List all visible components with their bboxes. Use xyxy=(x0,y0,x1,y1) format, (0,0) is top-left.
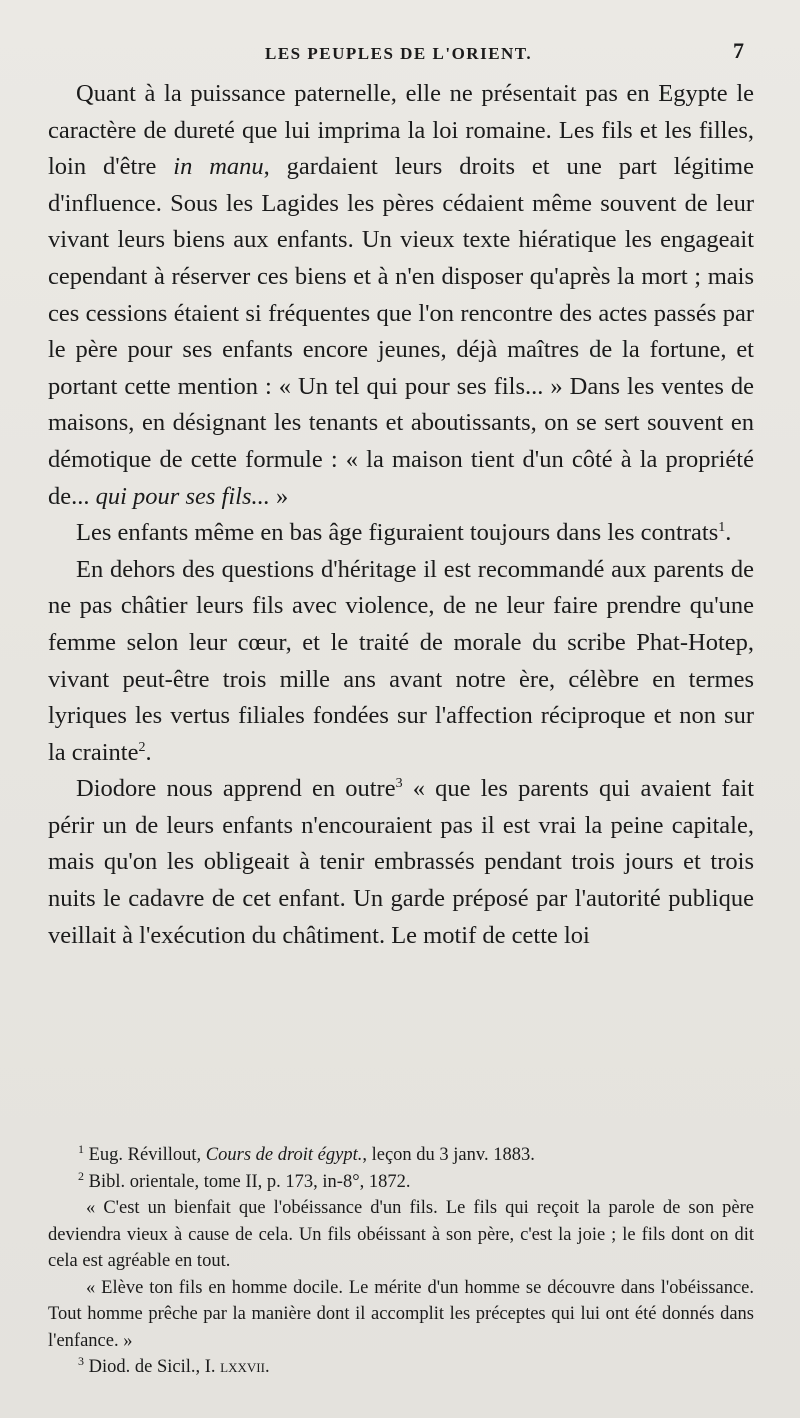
page-number: 7 xyxy=(733,38,744,63)
paragraph-contracts xyxy=(48,515,754,552)
footnotes xyxy=(48,1142,754,1381)
footnote-title: Cours de droit égypt. xyxy=(205,1145,363,1165)
paragraph-inheritance xyxy=(48,552,754,772)
paragraph-text: Quant à la puissance paternelle, elle ne présentait pas en Egypte le caractère de dureté que lui imprima la loi romaine. Les fils et les filles, loin d'être xyxy=(48,80,754,181)
footnote-text: Diod. de Sicil., I. xyxy=(84,1357,221,1377)
paragraph-text: Les enfants même en bas âge figuraient toujours dans les contrats xyxy=(76,519,719,547)
main-text xyxy=(48,76,754,954)
paragraph-paternal-power xyxy=(48,76,754,515)
footnote-text: . xyxy=(264,1357,270,1377)
footnote-2 xyxy=(48,1169,754,1196)
italic-phrase: in manu xyxy=(173,153,264,181)
paragraph-text: « que les parents qui avaient fait périr un de leurs enfants n'encouraient pas il est vrai la peine capitale, mais qu'on les obligeait à tenir embrassés pendant trois jours et trois nuits le cadavre de cet enfant. Un garde préposé par l'autorité publique veillait à l'exécution du châtiment. Le motif de cette loi xyxy=(48,775,754,949)
footnote-2-quote-1: « C'est un bienfait que l'obéissance d'un fils. Le fils qui reçoit la parole de son père deviendra vieux à cause de cela. Un fils obéissant à son père, c'est la joie ; le fils dont on dit cela est agréable en tout. xyxy=(48,1198,754,1271)
paragraph-text: Diodore nous apprend en outre xyxy=(76,775,396,803)
footnote-text: , leçon du 3 janv. 1883. xyxy=(362,1145,535,1165)
footnote-mark: 1 xyxy=(78,1141,84,1156)
paragraph-text: . xyxy=(725,519,732,547)
paragraph-text: . xyxy=(145,738,152,766)
footnote-reference: 2 xyxy=(138,739,146,755)
footnote-mark: 2 xyxy=(78,1168,84,1183)
footnote-book-number: lxxvii xyxy=(220,1357,265,1377)
paragraph-diodorus xyxy=(48,771,754,954)
footnote-reference: 3 xyxy=(395,776,403,792)
footnote-3 xyxy=(48,1354,754,1381)
paragraph-text: , gardaient leurs droits et une part légitime d'influence. Sous les Lagides les pères cédaient même souvent de leur vivant leurs biens aux enfants. Un vieux texte hiératique les engageait cependant à réserver ces biens et à n'en disposer qu'après la mort ; mais ces cessions étaient si fréquentes que l'on rencontre des actes passés par le père pour ses enfants encore jeunes, déjà maîtres de la fortune, et portant cette mention : « Un tel qui pour ses fils... » Dans les ventes de maisons, en désignant les tenants et aboutissants, on se sert souvent en démotique de cette formule : « la maison tient d'un côté à la propriété de... xyxy=(48,153,754,510)
footnote-text: Bibl. orientale, tome II, p. 173, in-8°, 1872. xyxy=(84,1171,411,1192)
footnote-mark: 3 xyxy=(78,1353,84,1368)
footnote-2-quote-2: « Elève ton fils en homme docile. Le mérite d'un homme se découvre dans l'obéissance. Tout homme prêche par la manière dont il accomplit les préceptes qui lui ont été donnés dans l'enfance. » xyxy=(48,1277,754,1351)
footnote-reference: 1 xyxy=(718,519,726,535)
footnote-text: Eug. Révillout, xyxy=(84,1145,206,1165)
paragraph-text: » xyxy=(269,482,289,510)
paragraph-text: En dehors des questions d'héritage il est recommandé aux parents de ne pas châtier leurs fils avec violence, de ne leur faire prendre qu'une femme selon leur cœur, et le traité de morale du scribe Phat-Hotep, vivant peut-être trois mille ans avant notre ère, célèbre en termes lyriques les vertus filiales fondées sur l'affection réciproque et non sur la crainte xyxy=(48,555,754,766)
running-title: LES PEUPLES DE L'ORIENT. xyxy=(265,44,533,63)
italic-phrase: qui pour ses fils... xyxy=(95,482,270,510)
footnote-1 xyxy=(48,1142,754,1169)
running-header xyxy=(0,38,800,74)
